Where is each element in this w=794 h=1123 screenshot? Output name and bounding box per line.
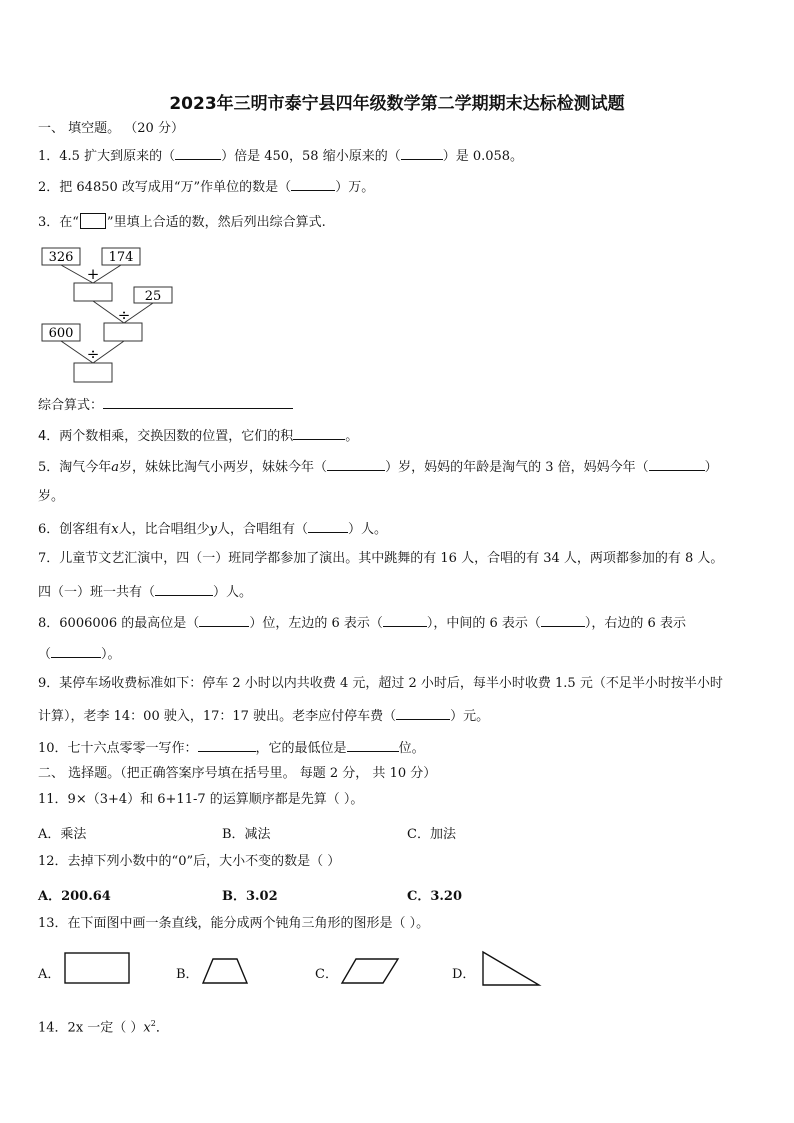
- diagram-blank-box[interactable]: [104, 323, 142, 341]
- question-5-cont: 岁。: [38, 489, 65, 504]
- question-9: 9．某停车场收费标准如下：停车 2 小时以内共收费 4 元，超过 2 小时后，每半小时收费 1.5 元（不足半小时按半小时: [38, 676, 723, 691]
- diagram-blank-box[interactable]: [74, 363, 112, 382]
- answer-blank[interactable]: [199, 614, 249, 627]
- option-d[interactable]: D．: [452, 967, 476, 982]
- option-c[interactable]: C．3.20: [407, 889, 463, 904]
- answer-blank[interactable]: [541, 614, 585, 627]
- question-7: 7．儿童节文艺汇演中，四（一）班同学都参加了演出。其中跳舞的有 16 人，合唱的有 34 人，两项都参加的有 8 人。: [38, 551, 724, 566]
- diagram-number-174: 174: [108, 250, 134, 265]
- page-title: 2023年三明市泰宁县四年级数学第二学期期末达标检测试题: [169, 94, 625, 114]
- fill-box-icon: [80, 213, 106, 229]
- question-3-formula: 综合算式：: [38, 396, 293, 414]
- question-8: 8．6006006 的最高位是（ ）位，左边的 6 表示（ ），中间的 6 表示（ ），右边的 6 表示: [38, 616, 686, 631]
- calculation-diagram: [38, 244, 188, 389]
- question-1: 1．4.5 扩大到原来的（ ）倍是 450，58 缩小原来的（ ）是 0.058。: [38, 149, 524, 164]
- option-a[interactable]: A．乘法: [38, 827, 87, 842]
- question-11: 11．9×（3+4）和 6+11-7 的运算顺序都是先算（ ）。: [38, 792, 364, 807]
- option-b[interactable]: B．3.02: [222, 889, 278, 904]
- question-5: 5．淘气今年a岁，妹妹比淘气小两岁，妹妹今年（ ）岁，妈妈的年龄是淘气的 3 倍，妈妈今年（ ）: [38, 460, 718, 475]
- answer-blank[interactable]: [396, 707, 450, 720]
- question-7-cont: 四（一）班一共有（ ）人。: [38, 585, 253, 600]
- question-12: 12．去掉下列小数中的“0”后，大小不变的数是（ ）: [38, 854, 341, 869]
- answer-blank[interactable]: [175, 147, 221, 160]
- diagram-number-326: 326: [48, 250, 74, 265]
- answer-blank[interactable]: [649, 458, 705, 471]
- option-c[interactable]: C．: [315, 967, 338, 982]
- trapezoid-shape-icon: [201, 957, 249, 985]
- question-14: 14．2x 一定（ ）$x^2$．: [38, 1019, 169, 1036]
- answer-blank[interactable]: [293, 427, 345, 440]
- question-6: 6．创客组有x人，比合唱组少y人，合唱组有（ ）人。: [38, 522, 388, 537]
- answer-blank[interactable]: [401, 147, 443, 160]
- section-heading-choice: 二、 选择题。（把正确答案序号填在括号里。 每题 2 分， 共 10 分）: [38, 766, 437, 781]
- section-heading-fill-blank: 一、 填空题。 （20 分）: [38, 121, 184, 136]
- question-3: 3．在“ ”里填上合适的数，然后列出综合算式.: [38, 215, 326, 230]
- question-8-cont: （ ）。: [38, 647, 121, 662]
- answer-blank[interactable]: [291, 178, 335, 191]
- right-triangle-shape-icon: [480, 950, 542, 988]
- diagram-blank-box[interactable]: [74, 283, 112, 301]
- question-13: 13．在下面图中画一条直线，能分成两个钝角三角形的图形是（ ）。: [38, 916, 430, 931]
- option-b[interactable]: B．: [176, 967, 199, 982]
- question-9-cont: 计算），老李 14：00 驶入，17：17 驶出。老李应付停车费（ ）元。: [38, 709, 490, 724]
- answer-blank[interactable]: [383, 614, 427, 627]
- answer-blank[interactable]: [198, 739, 256, 752]
- diagram-number-25: 25: [144, 289, 162, 304]
- rectangle-shape-icon: [64, 952, 132, 986]
- option-a[interactable]: A．: [38, 967, 61, 982]
- answer-blank[interactable]: [327, 458, 385, 471]
- plus-operator: +: [86, 265, 100, 283]
- answer-blank[interactable]: [51, 645, 101, 658]
- option-c[interactable]: C．加法: [407, 827, 456, 842]
- diagram-number-600: 600: [48, 326, 74, 341]
- question-2: 2．把 64850 改写成用“万”作单位的数是（ ）万。: [38, 180, 375, 195]
- answer-blank[interactable]: [155, 583, 213, 596]
- divide-operator: ÷: [86, 345, 100, 363]
- divide-operator: ÷: [117, 306, 131, 324]
- question-10: 10．七十六点零零一写作： ，它的最低位是 位。: [38, 741, 425, 756]
- question-4: 4．两个数相乘，交换因数的位置，它们的积 。: [38, 429, 359, 444]
- option-a[interactable]: A．200.64: [38, 889, 111, 904]
- answer-blank[interactable]: [308, 520, 348, 533]
- parallelogram-shape-icon: [340, 957, 400, 985]
- answer-blank[interactable]: [347, 739, 399, 752]
- formula-blank[interactable]: [103, 396, 293, 409]
- option-b[interactable]: B．减法: [222, 827, 271, 842]
